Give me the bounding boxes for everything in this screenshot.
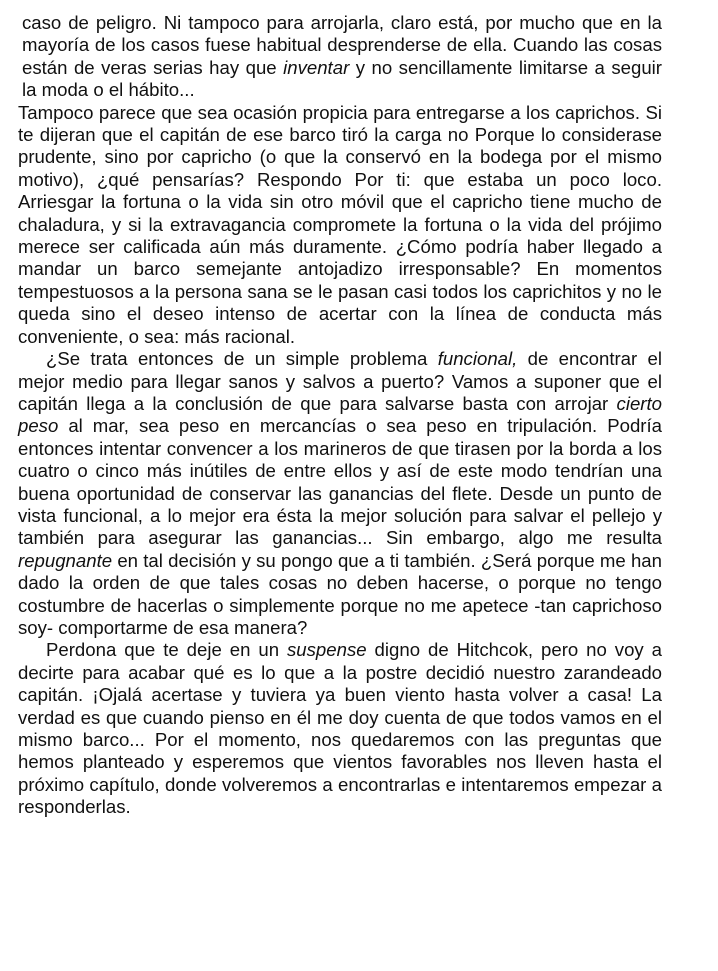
paragraph-4 — [18, 639, 662, 818]
p3-text-4: en tal decisión y su pongo que a ti también. ¿Será porque me han dado la orden de que tales cosas no deben hacerse, o porque no tengo costumbre de hacerlas o simplemente porque no me apetece -tan caprichoso soy- comportarme de esa manera? — [18, 549, 662, 638]
p1-text-1: caso de peligro. Ni tampoco para arrojarla, claro está, por mucho que en la mayoría de los casos fuese habitual desprenderse de ella. Cuando las cosas están de veras serias hay que — [22, 12, 662, 78]
p2-text-1: Tampoco parece que sea ocasión propicia para entregarse a los caprichos. Si te dijeran que el capitán de ese barco tiró la carga no Porque lo considerase prudente, sino por capricho (o que la conservó en la bodega por el mismo motivo), ¿qué pensarías? Respondo Por ti: que estaba un poco loco. Arriesgar la fortuna o la vida sin otro móvil que el capricho tiene mucho de chaladura, y si la extravagancia compromete la fortuna o la vida del prójimo merece ser calificada aún más duramente. ¿Cómo podría haber llegado a mandar un barco semejante antojadizo irresponsable? En momentos tempestuosos a la persona sana se le pasan casi todos los caprichitos y no le queda sino el deseo intenso de acertar con la línea de conducta más conveniente, o sea: más racional. — [18, 101, 662, 347]
p1-text-2: y no sencillamente limitarse a seguir la moda o el hábito... — [22, 56, 662, 101]
paragraph-1 — [18, 12, 662, 102]
p1-italic-inventar: inventar — [283, 56, 350, 78]
p3-text-2: de encontrar el mejor medio para llegar sanos y salvos a puerto? Vamos a suponer que el capitán llega a la conclusión de que para salvarse basta con arrojar — [18, 348, 663, 414]
p3-text-3: al mar, sea peso en mercancías o sea peso en tripulación. Podría entonces intentar convencer a los marineros de que tirasen por la borda a los cuatro o cinco más inútiles de entre ellos y así de este modo tendrían una buena oportunidad de conservar las ganancias del flete. Desde un punto de vista funcional, a lo mejor era ésta la mejor solución para salvar el pellejo y también para asegurar las ganancias... Sin embargo, algo me resulta — [18, 415, 662, 549]
p4-text-2: digno de Hitchcok, pero no voy a decirte para acabar qué es lo que a la postre decidió nuestro zarandeado capitán. ¡Ojalá acertase y tuviera ya buen viento hasta volver a casa! La verdad es que cuando pienso en él me doy cuenta de que todos vamos en el mismo barco... Por el momento, nos quedaremos con las preguntas que hemos planteado y esperemos que vientos favorables nos lleven hasta el próximo capítulo, donde volveremos a encontrarlas e intentaremos empezar a responderlas. — [18, 639, 663, 818]
p3-italic-repugnante: repugnante — [18, 549, 113, 571]
p4-italic-suspense: suspense — [287, 639, 367, 661]
p3-italic-funcional: funcional, — [437, 348, 518, 370]
paragraph-3 — [18, 348, 662, 639]
p4-text-1: Perdona que te deje en un — [46, 639, 287, 661]
paragraph-2 — [18, 102, 662, 348]
p3-italic-cierto-peso: cierto peso — [18, 392, 662, 437]
p3-text-1: ¿Se trata entonces de un simple problema — [46, 348, 438, 370]
